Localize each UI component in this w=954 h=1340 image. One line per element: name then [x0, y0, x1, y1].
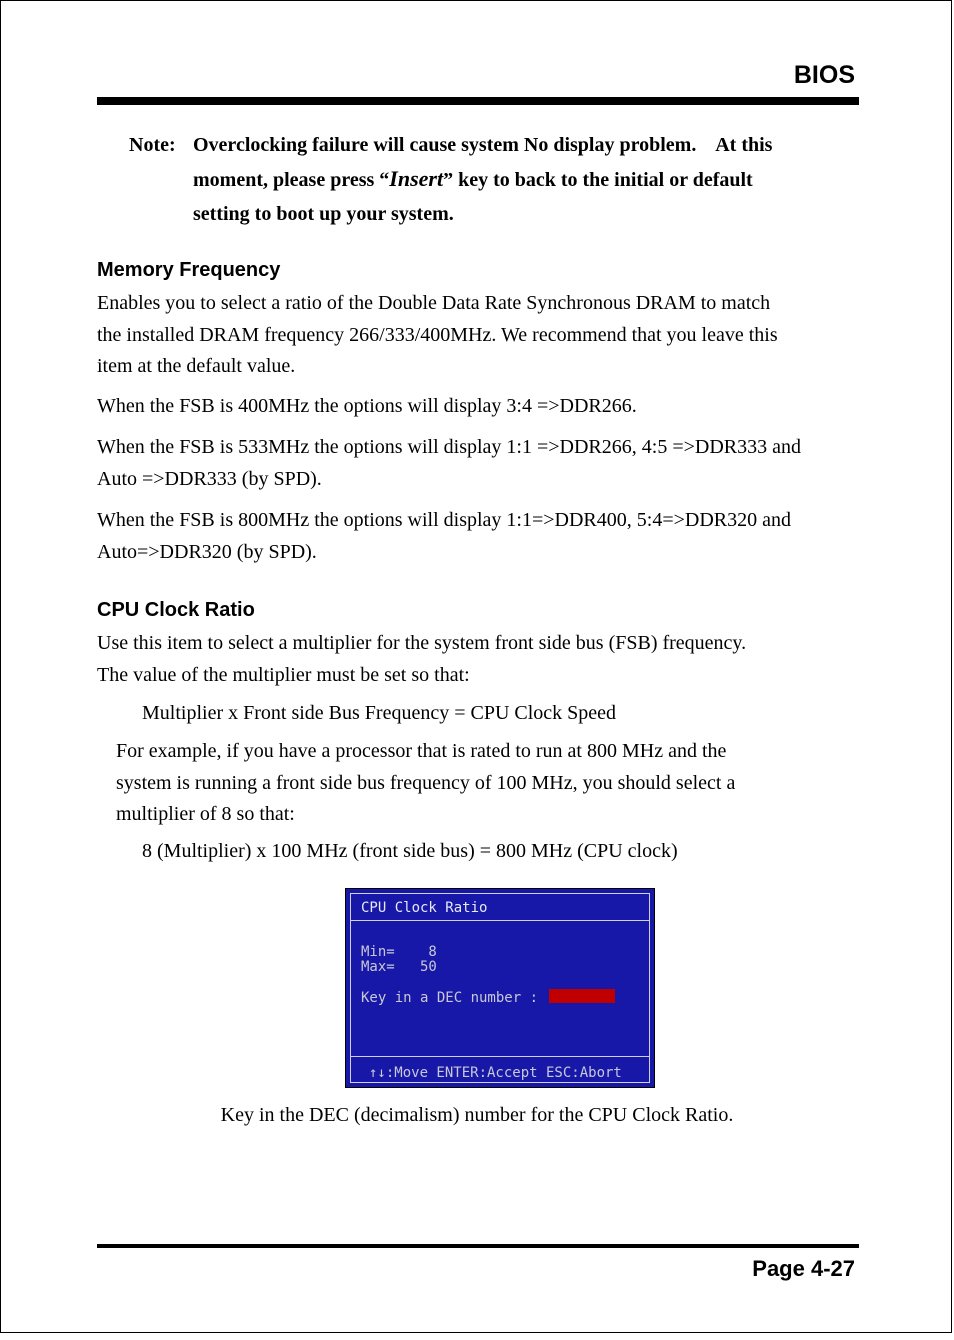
note-line-2 — [193, 162, 849, 197]
note-line-2-pre: moment, please press “ — [193, 169, 390, 191]
memory-paragraph-4 — [97, 505, 791, 568]
cpu-paragraph-1 — [97, 628, 746, 691]
bios-dec-number-input[interactable] — [549, 989, 615, 1003]
overclock-note — [129, 128, 849, 231]
memory-frequency-heading: Memory Frequency — [97, 259, 281, 281]
cpu-p2-line: system is running a front side bus frequency of 100 MHz, you should select a — [116, 771, 736, 794]
bios-max-value: Max= 50 — [361, 959, 437, 975]
cpu-clock-ratio-heading: CPU Clock Ratio — [97, 599, 255, 621]
cpu-p1-line: The value of the multiplier must be set so that: — [97, 663, 470, 686]
figure-caption: Key in the DEC (decimalism) number for the CPU Clock Ratio. — [220, 1104, 734, 1126]
page-number: Page 4-27 — [752, 1256, 855, 1281]
header-rule — [97, 97, 859, 105]
cpu-p1-line: Use this item to select a multiplier for the system front side bus (FSB) frequency. — [97, 632, 747, 654]
bios-footer-divider — [351, 1056, 649, 1057]
memory-p4-line: Auto=>DDR320 (by SPD). — [97, 540, 317, 563]
memory-paragraph-1 — [97, 288, 778, 383]
bios-dialog-footer: ↑↓:Move ENTER:Accept ESC:Abort — [369, 1065, 622, 1081]
cpu-formula: Multiplier x Front side Bus Frequency = CPU Clock Speed — [142, 702, 617, 724]
bios-cpu-ratio-dialog — [345, 888, 655, 1088]
memory-paragraph-2: When the FSB is 400MHz the options will display 3:4 =>DDR266. — [97, 395, 637, 417]
note-body — [193, 128, 849, 231]
note-line-3: setting to boot up your system. — [193, 203, 454, 225]
memory-p4-line: When the FSB is 800MHz the options will display 1:1=>DDR400, 5:4=>DDR320 and — [97, 509, 791, 531]
note-line-1: Overclocking failure will cause system No display problem. At this — [193, 134, 773, 156]
header-title: BIOS — [793, 61, 855, 89]
cpu-example: 8 (Multiplier) x 100 MHz (front side bus) = 800 MHz (CPU clock) — [142, 840, 678, 862]
memory-p1-line: the installed DRAM frequency 266/333/400MHz. We recommend that you leave this — [97, 323, 778, 346]
cpu-p2-line: For example, if you have a processor that is rated to run at 800 MHz and the — [116, 740, 727, 762]
footer-rule — [97, 1244, 859, 1248]
bios-dialog-title: CPU Clock Ratio — [361, 900, 488, 916]
bios-min-value: Min= 8 — [361, 944, 437, 960]
memory-p3-line: When the FSB is 533MHz the options will display 1:1 =>DDR266, 4:5 =>DDR333 and — [97, 436, 801, 458]
memory-p1-line: item at the default value. — [97, 355, 296, 377]
note-label: Note: — [129, 134, 176, 156]
bios-prompt: Key in a DEC number : — [361, 990, 539, 1006]
memory-p3-line: Auto =>DDR333 (by SPD). — [97, 467, 322, 490]
bios-dialog-frame — [350, 893, 650, 1083]
bios-title-divider — [351, 920, 649, 921]
cpu-p2-line: multiplier of 8 so that: — [116, 803, 295, 825]
note-line-2-post: ” key to back to the initial or default — [443, 169, 753, 191]
insert-key: Insert — [389, 166, 444, 191]
memory-p1-line: Enables you to select a ratio of the Double Data Rate Synchronous DRAM to match — [97, 292, 771, 314]
memory-paragraph-3 — [97, 432, 801, 495]
cpu-paragraph-2 — [116, 736, 735, 831]
